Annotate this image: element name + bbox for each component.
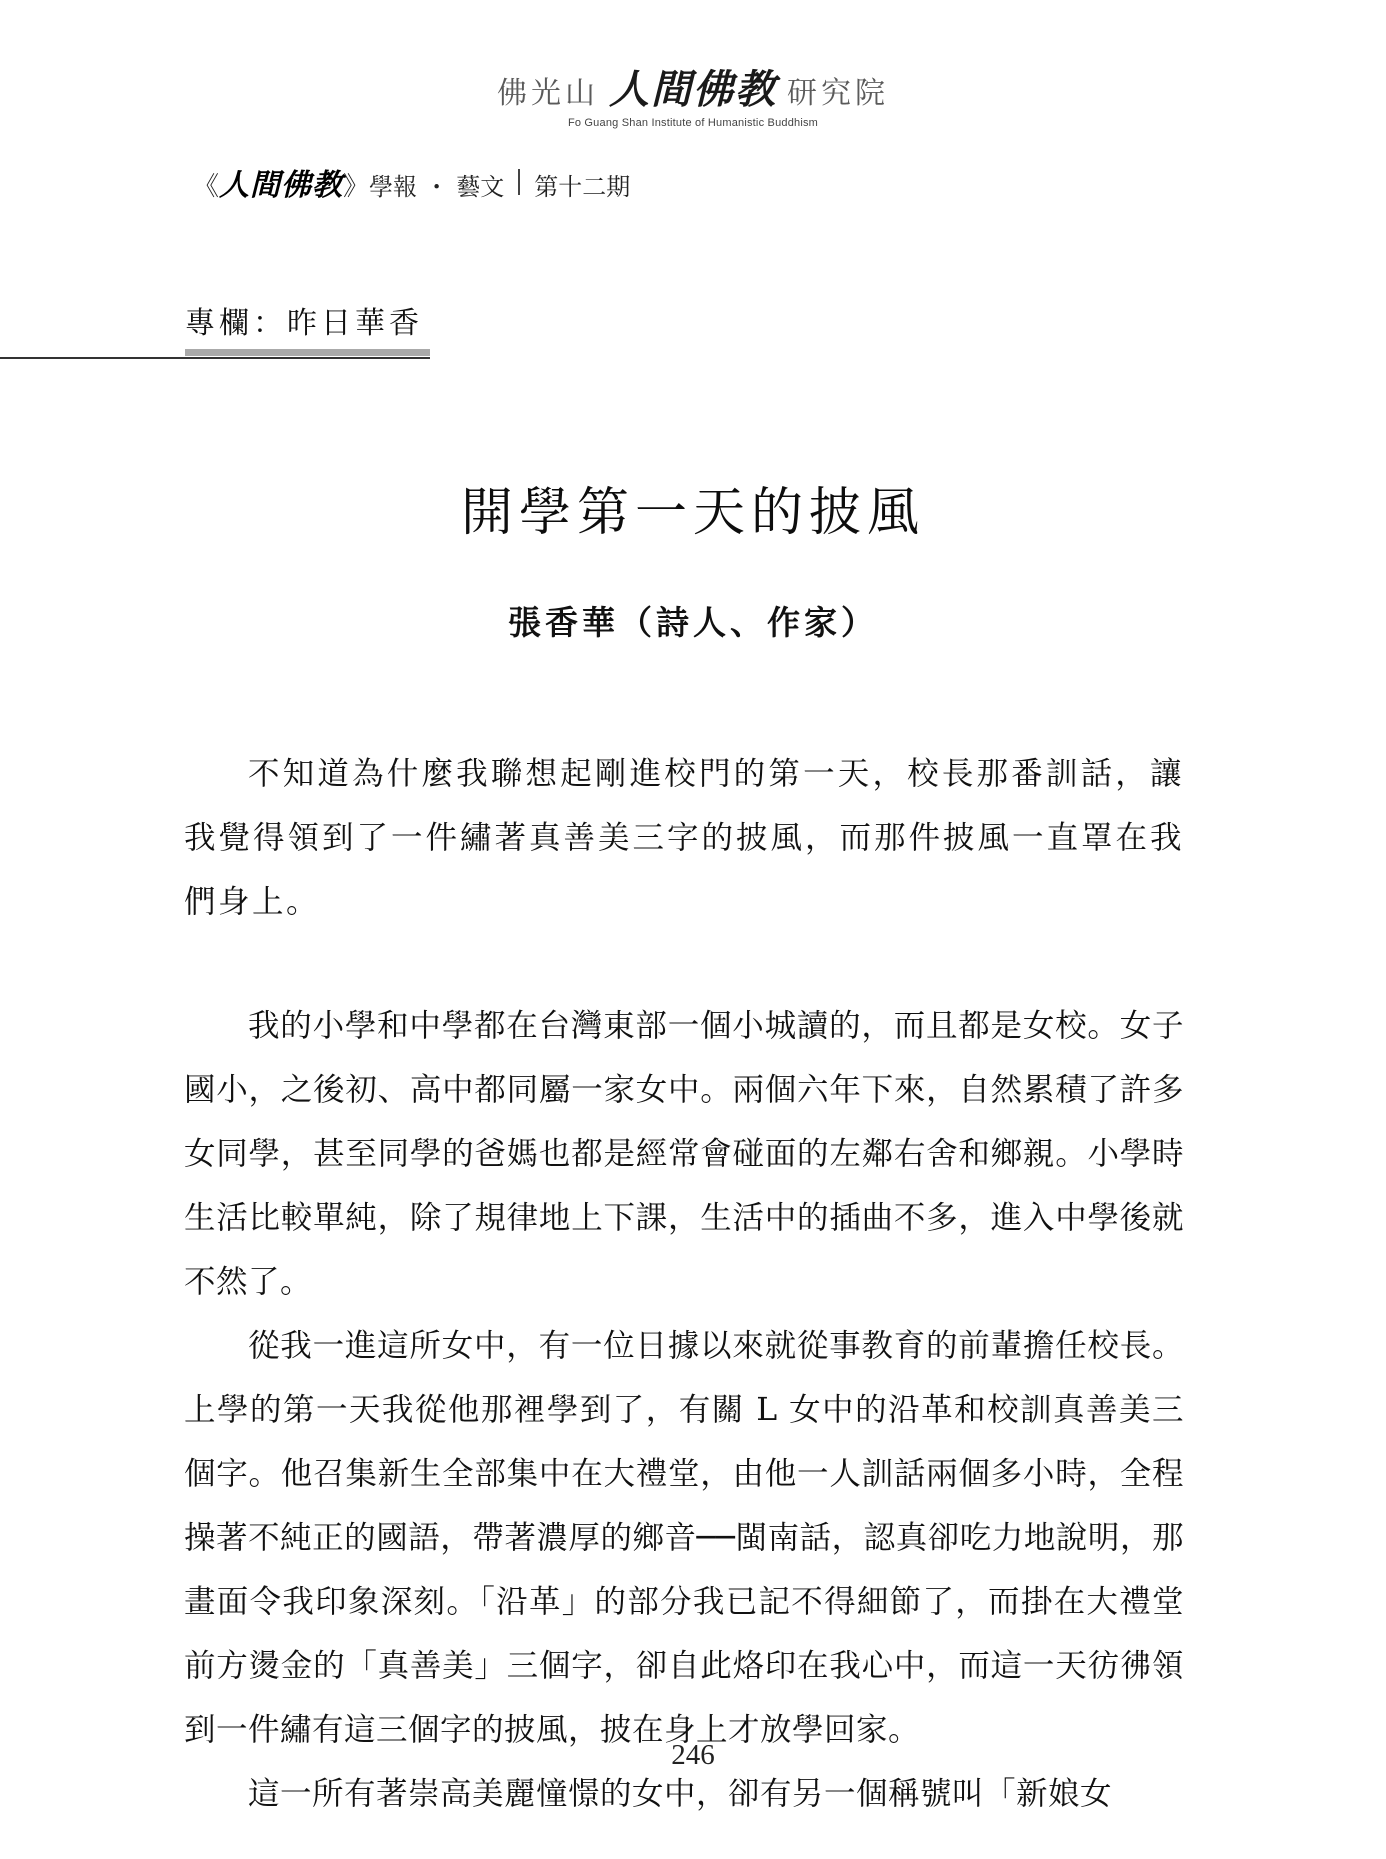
article-title: 開學第一天的披風 <box>460 483 925 543</box>
paragraph-1: 不知道為什麼我聯想起剛進校門的第一天，校長那番訓話，讓我覺得領到了一件繡著真善美三字的披風，而那件披風一直罩在我們身上。 <box>184 756 1184 920</box>
journal-issue: 第十二期 <box>534 173 631 201</box>
journal-running-head <box>193 160 630 204</box>
institute-header <box>0 58 1386 129</box>
page-number: 246 <box>671 1739 715 1771</box>
journal-close-bracket: 》 <box>343 172 370 202</box>
column-rule-thin <box>0 357 430 359</box>
paragraph-2: 我的小學和中學都在台灣東部一個小城讀的，而且都是女校。女子國小，之後初、高中都同屬一家女中。兩個六年下來，自然累積了許多女同學，甚至同學的爸媽也都是經常會碰面的左鄰右舍和鄉親。小學時生活比較單純，除了規律地上下課，生活中的插曲不多，進入中學後就不然了。 <box>184 1008 1184 1300</box>
paragraph-3: 從我一進這所女中，有一位日據以來就從事教育的前輩擔任校長。上學的第一天我從他那裡學到了，有關 L 女中的沿革和校訓真善美三個字。他召集新生全部集中在大禮堂，由他一人訓話兩個多小時，全程操著不純正的國語，帶著濃厚的鄉音──閩南話，認真卻吃力地說明，那畫面令我印象深刻。「沿革」的部分我已記不得細節了，而掛在大禮堂前方燙金的「真善美」三個字，卻自此烙印在我心中，而這一天彷彿領到一件繡有這三個字的披風，披在身上才放學回家。 <box>184 1328 1184 1748</box>
journal-divider <box>518 169 520 195</box>
paragraph-gap <box>184 934 1184 994</box>
institute-name <box>497 58 889 115</box>
institute-english-name: Fo Guang Shan Institute of Humanistic Buddhism <box>567 117 819 129</box>
journal-name: 學報 ・ 藝文 <box>369 173 505 201</box>
paragraph-4: 這一所有著崇高美麗憧憬的女中，卻有另一個稱號叫「新娘女 <box>248 1776 1113 1812</box>
article-byline: 張香華（詩人、作家） <box>508 603 878 642</box>
column-label: 專欄：昨日華香 <box>185 306 423 341</box>
institute-suffix: 研究院 <box>787 76 889 111</box>
institute-prefix: 佛光山 <box>497 76 599 111</box>
column-rule-thick <box>185 349 430 356</box>
article-body <box>184 742 1184 1826</box>
institute-logo: 人間佛教 <box>609 66 777 113</box>
journal-logo: 人間佛教 <box>219 168 344 203</box>
journal-open-bracket: 《 <box>193 172 220 202</box>
